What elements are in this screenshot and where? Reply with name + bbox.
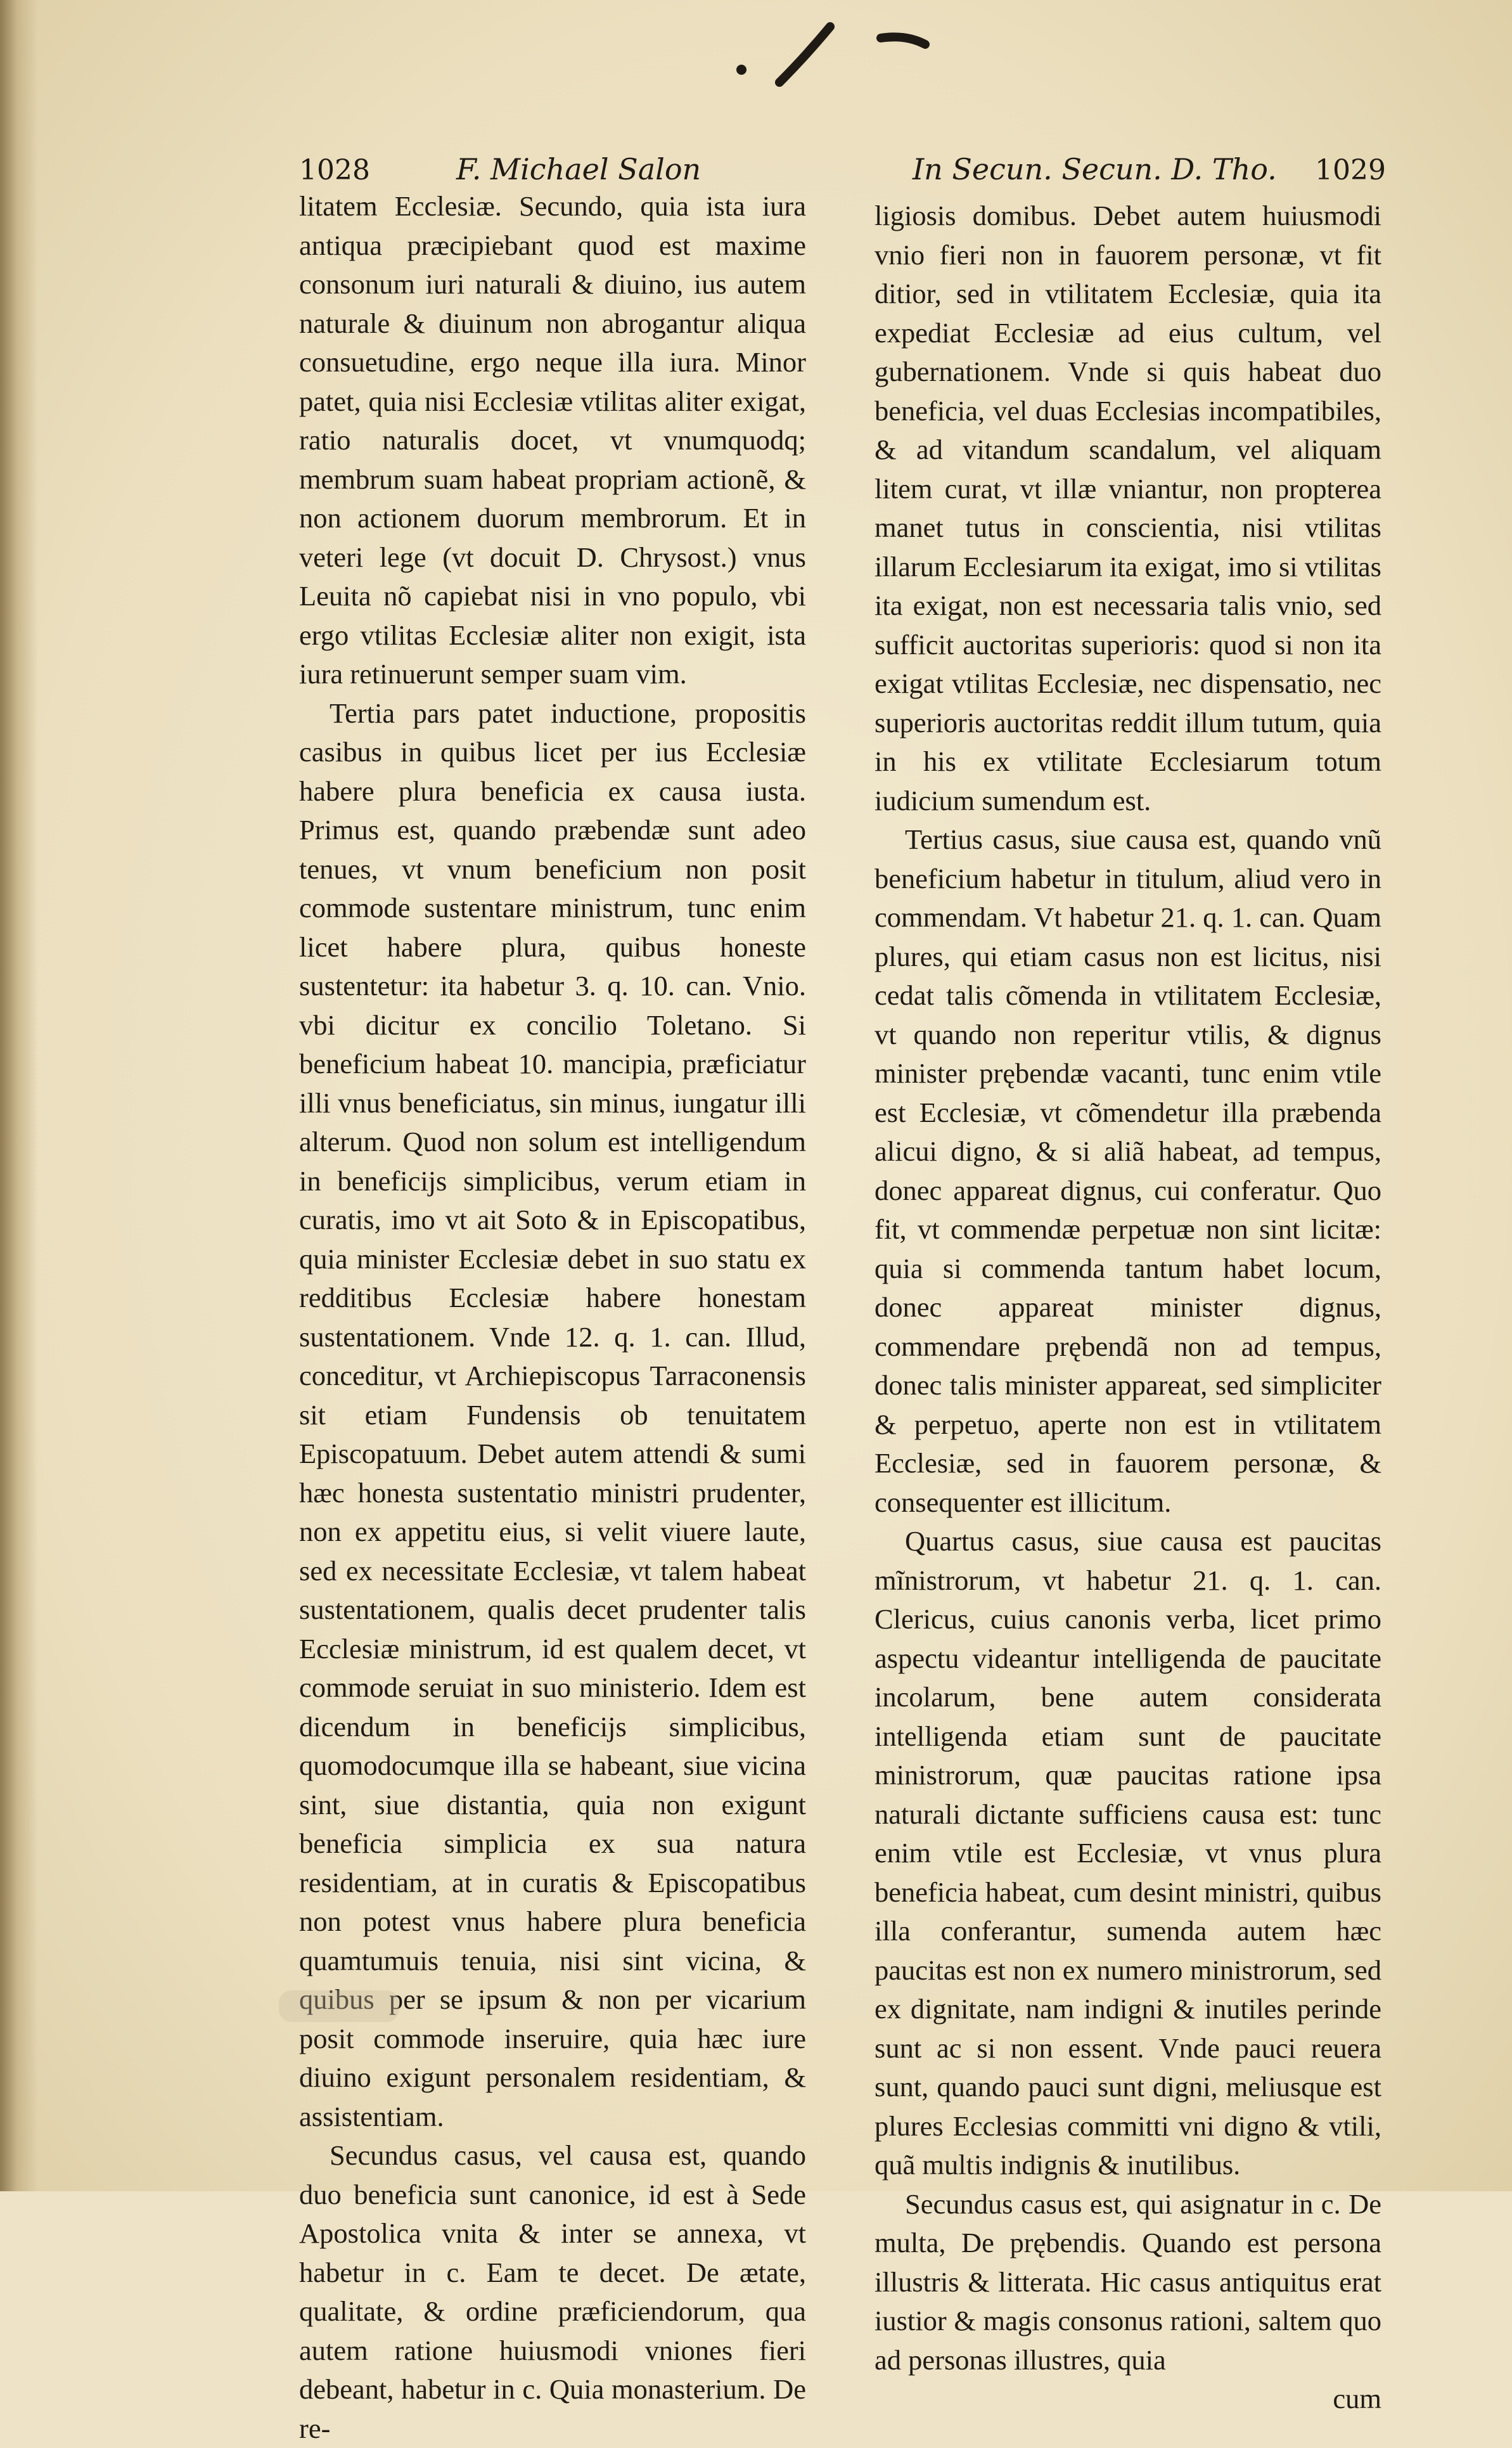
- left-paragraph-2: Tertia pars patet inductione, propositis casibus in quibus licet per ius Ecclesiæ habere plura beneficia ex causa iusta. Primus est, quando præbendæ sunt adeo tenues, vt vnum beneficium non posit commode sustentare ministrum, tunc enim licet habere plura, quibus honeste sustentetur: ita habetur 3. q. 10. can. Vnio. vbi dicitur ex concilio Toletano. Si beneficium habeat 10. mancipia, præficiatur illi vnus beneficiatus, sin minus, iungatur illi alterum. Quod non solum est intelligendum in beneficijs simplicibus, verum etiam in curatis, imo vt ait Soto & in Episcopatibus, quia minister Ecclesiæ debet in suo statu ex redditibus Ecclesiæ habere honestam sustentationem. Vnde 12. q. 1. can. Illud, conceditur, vt Archiepiscopus Tarraconensis sit etiam Fundensis ob tenuitatem Episcopatuum. Debet autem attendi & sumi hæc honesta sustentatio ministri prudenter, non ex appetitu eius, si velit viuere laute, sed ex necessitate Ecclesiæ, vt talem habeat sustentationem, qualis decet prudenter talis Ecclesiæ ministrum, id est qualem decet, vt commode seruiat in suo ministerio. Idem est dicendum in beneficijs simplicibus, quomodocumque illa se habeant, siue vicina sint, siue distantia, quia non exigunt beneficia simplicia ex sua natura residentiam, at in curatis & Episcopatibus non potest vnus habere plura beneficia quamtumuis tenuia, nisi sint vicina, & quibus per se ipsum & non per vicarium posit commode inseruire, quia hæc iure diuino exigunt personalem residentiam, & assistentiam.: [299, 697, 806, 2132]
- right-paragraph-3: Quartus casus, siue causa est paucitas mĩnistrorum, vt habetur 21. q. 1. can. Clericus, cuius canonis verba, licet primo aspectu videantur intelligenda de paucitate incolarum, bene autem considerata intelligenda etiam sunt de paucitate ministrorum, quæ paucitas ratione ipsa naturali dictante sufficiens causa est: tunc enim vtile est Ecclesiæ, vt vnus plura beneficia habeat, cum desint ministri, quibus illa conferantur, sumenda autem hæc paucitas est non ex numero ministrorum, sed ex dignitate, nam indigni & inutiles perinde sunt ac si non essent. Vnde pauci reuera sunt, quando pauci sunt digni, meliusque est plures Ecclesias committi vni digno & vtili, quã multis indignis & inutilibus.: [875, 1525, 1381, 2181]
- right-paragraph-1: ligiosis domibus. Debet autem huiusmodi vnio fieri non in fauorem personæ, vt fit ditior, sed in vtilitatem Ecclesiæ, quia ita expediat Ecclesiæ ad eius cultum, vel gubernationem. Vnde si quis habeat duo beneficia, vel duas Ecclesias incompatibiles, & ad vitandum scandalum, vel aliquam litem curat, vt illæ vniantur, non propterea manet tutus in conscientia, nisi vtilitas illarum Ecclesiarum ita exigat, imo si vtilitas ita exigat, non est necessaria talis vnio, sed sufficit auctoritas superioris: quod si non ita exigat vtilitas Ecclesiæ, nec dispensatio, nec superioris auctoritas reddit illum tutum, quia in his ex vtilitate Ecclesiarum totum iudicium sumendum est.: [875, 200, 1381, 816]
- paper-smudge: [279, 1990, 399, 2022]
- ink-mark-decoration: [735, 19, 938, 89]
- header-left-running-title: F. Michael Salon: [456, 152, 702, 186]
- header-right-running-title: In Secun. Secun. D. Tho.: [913, 152, 1277, 186]
- binding-gutter: [0, 0, 38, 2191]
- right-text-column: [875, 196, 1381, 2419]
- left-paragraph-1: litatem Ecclesiæ. Secundo, quia ista iura antiqua præcipiebant quod est maxime consonum iuri naturali & diuino, ius autem naturale & diuinum non abrogantur aliqua consuetudine, ergo neque illa iura. Minor patet, quia nisi Ecclesiæ vtilitas aliter exigat, ratio naturalis docet, vt vnumquodq; membrum suam habeat propriam actionẽ, & non actionem duorum membrorum. Et in veteri lege (vt docuit D. Chrysost.) vnus Leuita nõ capiebat nisi in vno populo, vbi ergo vtilitas Ecclesiæ aliter non exigit, ista iura retinuerunt semper suam vim.: [299, 190, 806, 690]
- left-paragraph-3: Secundus casus, vel causa est, quando duo beneficia sunt canonice, id est à Sede Apostolica vnita & inter se annexa, vt habetur in c. Eam te decet. De ætate, qualitate, & ordine præficiendorum, qua autem ratione huiusmodi vniones fieri debeant, habetur in c. Quia monasterium. De re-: [299, 2139, 806, 2444]
- catchword: cum: [1333, 2383, 1381, 2414]
- header-left-page-number: 1028: [299, 154, 370, 186]
- left-text-column: [299, 187, 806, 2448]
- right-paragraph-4: Secundus casus est, qui asignatur in c. De multa, De prębendis. Quando est persona illustris & litterata. Hic casus antiquitus erat iustior & magis consonus rationi, saltem quo ad personas illustres, quia: [875, 2187, 1381, 2376]
- header-right-page-number: 1029: [1315, 154, 1386, 186]
- right-paragraph-2: Tertius casus, siue causa est, quando vnũ beneficium habetur in titulum, aliud vero in commendam. Vt habetur 21. q. 1. can. Quam plures, qui etiam casus non est licitus, nisi cedat talis cõmenda in vtilitatem Ecclesiæ, vt quando non reperitur vtilis, & dignus minister prębendæ vacanti, tunc enim vtile est Ecclesiæ, vt cõmendetur illa præbenda alicui digno, & si aliã habeat, ad tempus, donec appareat dignus, cui conferatur. Quo fit, vt commendæ perpetuæ non sint licitæ: quia si commenda tantum habet locum, donec appareat minister dignus, commendare prębendã non ad tempus, donec talis minister appareat, sed simpliciter & perpetuo, aperte non est in vtilitatem Ecclesiæ, sed in fauorem personæ, & consequenter est illicitum.: [875, 823, 1381, 1518]
